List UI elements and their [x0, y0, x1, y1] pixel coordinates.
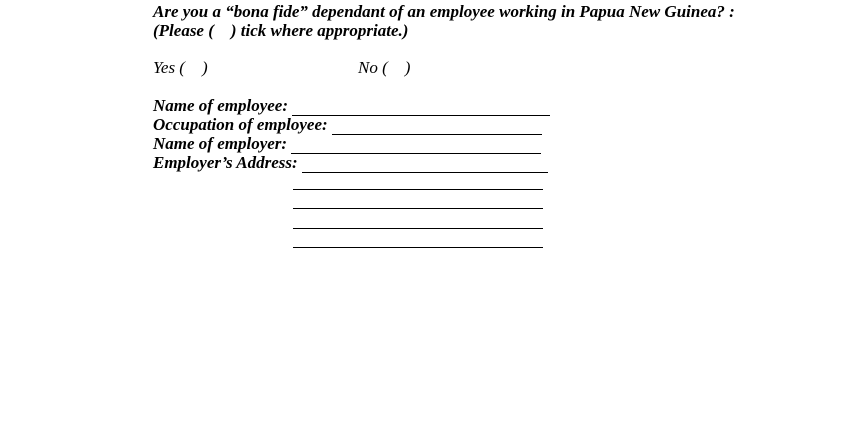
- employee-occupation-label: Occupation of employee:: [153, 115, 328, 134]
- employee-occupation-field[interactable]: [332, 118, 542, 135]
- employer-address-label: Employer’s Address:: [153, 153, 298, 172]
- no-option[interactable]: No ( ): [358, 58, 411, 77]
- employee-name-row: [153, 96, 550, 116]
- employer-name-field[interactable]: [291, 137, 541, 154]
- employee-name-label: Name of employee:: [153, 96, 288, 115]
- employer-address-row: [153, 153, 548, 173]
- employer-address-line-5[interactable]: [293, 247, 543, 248]
- employee-name-field[interactable]: [292, 99, 550, 116]
- employer-address-line-3[interactable]: [293, 208, 543, 209]
- yes-option[interactable]: Yes ( ): [153, 58, 208, 77]
- employee-occupation-row: [153, 115, 542, 135]
- employer-name-row: [153, 134, 541, 154]
- question-line-1: Are you a “bona fide” dependant of an employee working in Papua New Guinea? :: [153, 2, 735, 21]
- employer-address-field[interactable]: [302, 156, 548, 173]
- question-line-2: (Please ( ) tick where appropriate.): [153, 21, 409, 40]
- employer-address-line-2[interactable]: [293, 189, 543, 190]
- employer-name-label: Name of employer:: [153, 134, 288, 153]
- employer-address-line-4[interactable]: [293, 228, 543, 229]
